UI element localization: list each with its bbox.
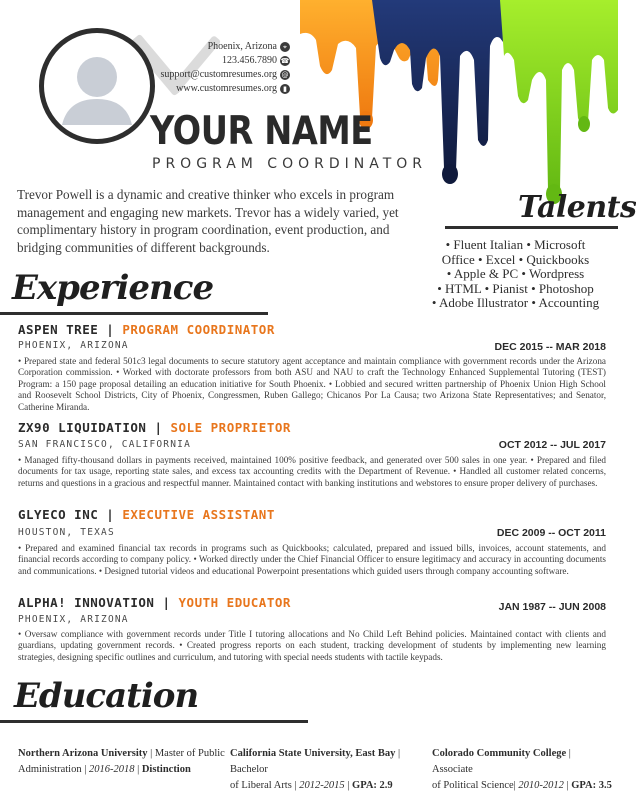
job-position: YOUTH EDUCATOR [178, 595, 291, 610]
job-org: ASPEN TREE [18, 322, 99, 337]
contact-block [140, 40, 290, 96]
education-divider [0, 720, 308, 723]
job-position: PROGRAM COORDINATOR [122, 322, 275, 337]
job-org: ALPHA! INNOVATION [18, 595, 155, 610]
education-heading: Education [14, 676, 199, 716]
talents-line: • HTML • Pianist • Photoshop [437, 280, 594, 296]
job-dates: DEC 2015 -- MAR 2018 [494, 341, 606, 353]
contact-location: Phoenix, Arizona [207, 41, 277, 52]
school-note: GPA: 3.5 [571, 780, 612, 791]
job-location: SAN FRANCISCO, CALIFORNIA [18, 439, 191, 450]
job-org: GLYECO INC [18, 507, 99, 522]
profile-photo-placeholder [39, 28, 155, 144]
job-dates: OCT 2012 -- JUL 2017 [498, 439, 606, 451]
school-note: GPA: 2.9 [352, 780, 393, 791]
contact-phone: 123.456.7890 [222, 55, 277, 66]
phone-icon: ☎ [280, 57, 290, 65]
profile-summary: Trevor Powell is a dynamic and creative thinker who excels in program management and engaging new markets. Trevor has a widely varied, yet complimentary history in program coordination, event production, and bridging communities of different backgrounds. [17, 187, 399, 255]
job-title: ALPHA! INNOVATION | YOUTH EDUCATOR [18, 595, 291, 610]
school-years: 2016-2018 [88, 764, 135, 775]
degree-cont: of Political Science [432, 780, 514, 791]
talents-heading: Talents [518, 190, 636, 225]
talents-line: • Adobe Illustrator • Accounting [431, 295, 600, 310]
job-title: GLYECO INC | EXECUTIVE ASSISTANT [18, 507, 275, 522]
degree: Master of Public [154, 748, 225, 759]
email-at-icon: @ [281, 71, 289, 79]
person-silhouette-icon [44, 33, 150, 139]
education-entry: Colorado Community College | Associate of Political Science| 2010-2012 | GPA: 3.5 [432, 748, 612, 791]
job-location: PHOENIX, ARIZONA [18, 340, 129, 351]
talents-list [418, 238, 613, 311]
job-description: • Prepared and examined financial tax records in programs such as Quickbooks; calculated, prepared and issued bills, invoices, account statements, and financial records according to company policy. • Worked directly under the Chief Financial Officer to ensure legitimacy and accuracy in accounting documents and communications. • Designed tutorial videos and educational Powerpoint presentations which guided users through company accounting software. [18, 543, 606, 576]
talents-line: • Fluent Italian • Microsoft [445, 237, 586, 252]
job-location: HOUSTON, TEXAS [18, 527, 115, 538]
experience-divider [0, 312, 268, 315]
talents-line: • Apple & PC • Wordpress [446, 266, 585, 281]
job-description: • Prepared state and federal 501c3 legal documents to secure statutory agent acceptance and maintain compliance with government records under the Arizona Corporation commission. • Worked with doctorate professors from both ASU and NAU to craft the Technology Enhanced Supplemental Tutoring (TEST) Program: a 150 page proposal detailing an education initiative for South Phoenix. • Lobbied and secured written partnership of Phoenix Union High School and Roosevelt School Districts, City of Phoenix, Congressmen, Ruben Gallego; Chicanos Por La Causa; two Arizona State Representatives; and Senator, Catherine Miranda. [18, 356, 606, 412]
job-dates: JAN 1987 -- JUN 2008 [498, 601, 606, 613]
school-years: 2012-2015 [299, 780, 345, 791]
job-location: PHOENIX, ARIZONA [18, 614, 129, 625]
school-name: Northern Arizona University [18, 748, 148, 759]
degree-cont: of Liberal Arts [230, 780, 292, 791]
talents-line: Office • Excel • Quickbooks [441, 251, 590, 267]
school-name: Colorado Community College [432, 748, 567, 759]
experience-heading: Experience [12, 268, 214, 308]
education-entry: California State University, East Bay | Bachelor of Liberal Arts | 2012-2015 | GPA: 2.9 [230, 748, 401, 791]
job-position: EXECUTIVE ASSISTANT [122, 507, 275, 522]
contact-website: www.customresumes.org [176, 83, 277, 94]
school-name: California State University, East Bay [230, 748, 396, 759]
job-dates: DEC 2009 -- OCT 2011 [496, 527, 606, 539]
job-position: SOLE PROPRIETOR [170, 420, 291, 435]
job-description: • Oversaw compliance with government records under Title I tutoring allocations and No Child Left Behind policies. Maintained contact with clients and guardians, updating government records. • Created progress reports on each student, tracking development of students by implementing new learning strategies, designing specific outlines and curriculum, and tutoring with special needs students with tactile keypads. [18, 629, 606, 662]
mouse-icon: ▮ [280, 84, 290, 94]
degree-cont: Administration [18, 764, 82, 775]
job-title: ZX90 LIQUIDATION | SOLE PROPRIETOR [18, 420, 291, 435]
location-pin-icon: ⌖ [280, 42, 290, 52]
candidate-role: PROGRAM COORDINATOR [152, 156, 428, 172]
job-org: ZX90 LIQUIDATION [18, 420, 147, 435]
degree: Associate [432, 764, 473, 775]
candidate-name: YOUR NAME [150, 109, 373, 154]
education-entry: Northern Arizona University | Master of Public Administration | 2016-2018 | Distinction [18, 748, 225, 775]
contact-email: support@customresumes.org [160, 69, 277, 80]
school-years: 2010-2012 [518, 780, 564, 791]
job-title: ASPEN TREE | PROGRAM COORDINATOR [18, 322, 275, 337]
degree: Bachelor [230, 764, 268, 775]
talents-divider [445, 226, 618, 229]
school-note: Distinction [141, 764, 191, 775]
job-description: • Managed fifty-thousand dollars in payments received, maintained 100% positive feedback, and generated over 500 sales in one year. • Prepared and filed documents for tax usage, reporting state sales, and excess tax accounting credits with the Department of Revenue. • Handled all customer related concerns, returns and questions in a gracious and respectful manner. Maintained contact with banking institutions and webstores to ensure proper delivery of purchases. [18, 455, 606, 488]
